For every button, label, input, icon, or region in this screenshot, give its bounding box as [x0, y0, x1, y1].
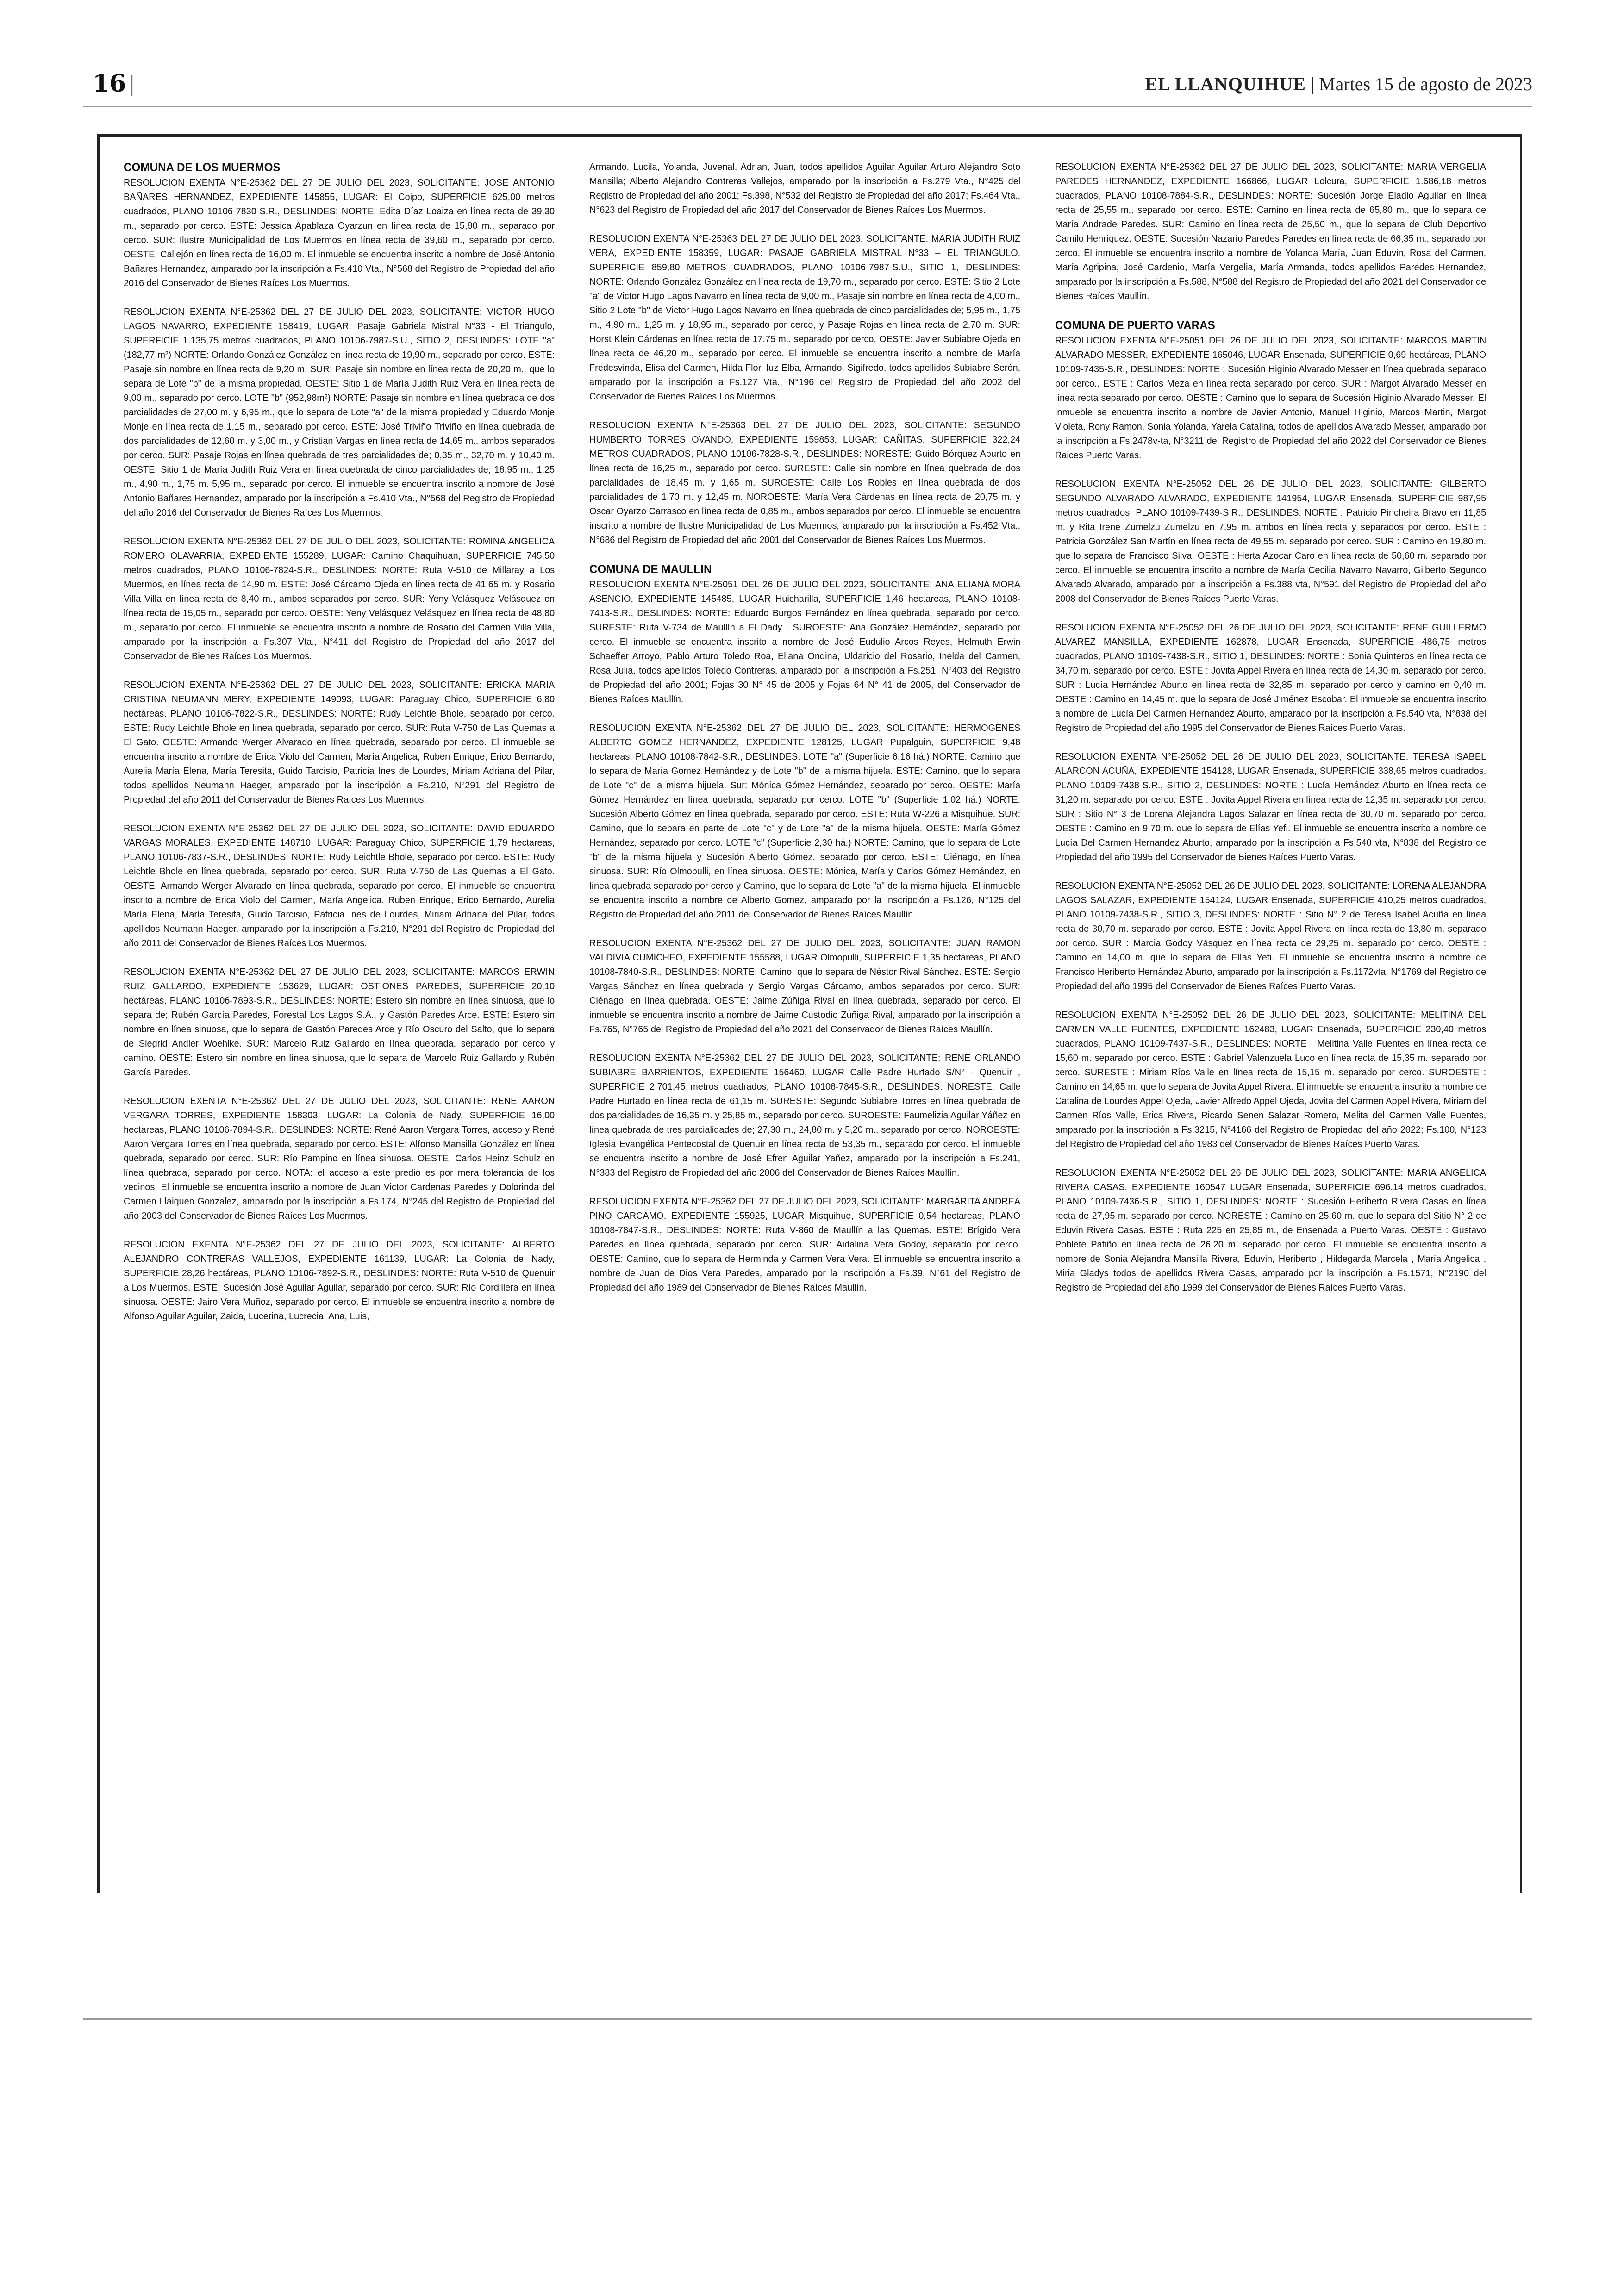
masthead — [1145, 73, 1532, 95]
page-number: 16 — [93, 69, 126, 98]
page-header — [83, 69, 1532, 97]
notice-paragraph: RESOLUCION EXENTA N°E-25362 DEL 27 DE JULIO DEL 2023, SOLICITANTE: VICTOR HUGO LAGOS NAVARRO, EXPEDIENTE 158419, LUGAR: Pasaje Gabriela Mistral N°33 - El Triangulo, SUPERFICIE 1.135,75 metros cuadrados, PLANO 10106-7987-S.U., SITIO 2, DESLINDES: LOTE "a" (182,77 m²) NORTE: Orlando González González en línea recta de 19,90 m., separado por cerco. ESTE: Pasaje sin nombre en línea recta de 9,20 m. SUR: Pasaje sin nombre en línea recta de 20,20 m., que lo separa de Lote "b" de la misma propiedad. OESTE: Sitio 1 de María Judith Ruiz Vera en línea recta de 9,00 m., separado por cerco. LOTE "b" (952,98m²) NORTE: Pasaje sin nombre en línea quebrada de dos parcialidades de 27,00 m. y 6,95 m., que lo separa de Lote "a" de la misma propiedad y Eduardo Monje Monje en línea recta de 1,15 m., separado por cerco. ESTE: José Triviño Triviño en línea quebrada de dos parcialidades de 12,60 m. y 3,00 m., y Cristian Vargas en línea recta de 14,65 m., ambos separados por cerco. SUR: Pasaje Rojas en línea quebrada de tres parcialidades de; 0,35 m., 32,70 m. y 10,40 m. OESTE: Sitio 1 de María Judith Ruiz Vera en línea quebrada de cinco parcialidades de; 18,95 m., 1,25 m., 4,90 m., 1,75 m. 5,95 m., separado por cerco. El inmueble se encuentra inscrito a nombre de José Antonio Bañares Hernandez, amparado por la inscripción a Fs.410 Vta., N°568 del Registro de Propiedad del año 2016 del Conservador de Bienes Raíces Los Muermos. — [124, 306, 555, 518]
section-heading-puerto-varas: COMUNA DE PUERTO VARAS — [1055, 319, 1215, 332]
notice-paragraph: RESOLUCION EXENTA N°E-25362 DEL 27 DE JULIO DEL 2023, SOLICITANTE: MARCOS ERWIN RUIZ GALLARDO, EXPEDIENTE 153629, LUGAR: OSTIONES PAREDES, SUPERFICIE 20,10 hectáreas, PLANO 10106-7893-S.R., DESLINDES: NORTE: Estero sin nombre en línea sinuosa, que lo separa de; Rubén García Paredes, Forestal Los Lagos S.A., y Gastón Paredes Arce. ESTE: Estero sin nombre en línea sinuosa, que lo separa de Gastón Paredes Arce y Río Oscuro del Salto, que lo separa de Siegrid Andler Woehlke. SUR: Marcelo Ruiz Gallardo en línea quebrada, separado por cerco y camino. OESTE: Estero sin nombre en línea sinuosa, que lo separa de Marcelo Ruiz Gallardo y Rubén García Paredes. — [124, 967, 555, 1078]
column-3 — [1055, 160, 1486, 1309]
header-rule — [83, 106, 1532, 107]
notice-paragraph: RESOLUCION EXENTA N°E-25362 DEL 27 DE JULIO DEL 2023, SOLICITANTE: ERICKA MARIA CRISTINA NEUMANN MERY, EXPEDIENTE 149093, LUGAR: Paraguay Chico, SUPERFICIE 6,80 hectáreas, PLANO 10106-7822-S.R., DESLINDES: NORTE: Rudy Leichtle Bhole, separado por cerco. ESTE: Rudy Leichtle Bhole en línea quebrada, separado por cerco. SUR: Ruta V-750 de Las Quemas a El Gato. OESTE: Armando Werger Alvarado en línea quebrada, separado por cerco. El inmueble se encuentra inscrito a nombre de Erica Violo del Carmen, María Angelica, Ruben Enrique, Erico Bernardo, Aurelia María Elena, María Teresita, Guido Tarcisio, Patricia Ines de Lourdes, Miriam Adriana del Pilar, todos apellidos Neumann Haeger, amparado por la inscripción a Fs.210, N°291 del Registro de Propiedad del año 2011 del Conservador de Bienes Raíces Los Muermos. — [124, 680, 555, 805]
notice-paragraph: RESOLUCION EXENTA N°E-25052 DEL 26 DE JULIO DEL 2023, SOLICITANTE: LORENA ALEJANDRA LAGOS SALAZAR, EXPEDIENTE 154124, LUGAR Ensenada, SUPERFICIE 410,25 metros cuadrados, PLANO 10109-7438-S.R., SITIO 3, DESLINDES: NORTE : Sitio N° 2 de Teresa Isabel Acuña en línea recta de 30,70 m. separado por cerco. ESTE : Jovita Appel Rivera en línea recta de 13,80 m. separado por cerco. SUR : Marcia Godoy Vásquez en línea recta de 29,25 m. separado por cerco. OESTE : Camino en 14,00 m. que lo separa de Elías Yefi. El inmueble se encuentra inscrito a nombre de Francisco Heriberto Hernández Aburto, amparado por la inscripción a Fs.1172vta, N°1769 del Registro de Propiedad del año 1995 del Conservador de Bienes Raíces Puerto Varas. — [1055, 880, 1487, 992]
notice-paragraph: RESOLUCION EXENTA N°E-25051 DEL 26 DE JULIO DEL 2023, SOLICITANTE: MARCOS MARTIN ALVARADO MESSER, EXPEDIENTE 165046, LUGAR Ensenada, SUPERFICIE 0,69 hectáreas, PLANO 10109-7435-S.R., DESLINDES: NORTE : Sucesión Higinio Alvarado Messer en línea quebrada separado por cerco.. ESTE : Carlos Meza en línea recta separado por cerco. SUR : Margot Alvarado Messer en línea recta separado por cerco. OESTE : Camino que lo separa de Sucesión Higinio Alvarado Messer. El inmueble se encuentra inscrito a nombre de Javier Antonio, Manuel Higinio, Marcos Martin, Margot Violeta, Rony Ramon, Sonia Yolanda, Yarela Catalina, todos de apellidos Alvarado Messer, amparado por la inscripción a Fs.2478v-ta, N°3211 del Registro de Propiedad del año 2022 del Conservador de Bienes Raices Puerto Varas. — [1055, 335, 1487, 461]
notice-paragraph: RESOLUCION EXENTA N°E-25052 DEL 26 DE JULIO DEL 2023, SOLICITANTE: GILBERTO SEGUNDO ALVARADO ALVARADO, EXPEDIENTE 141954, LUGAR Ensenada, SUPERFICIE 987,95 metros cuadrados, PLANO 10109-7439-S.R., DESLINDES: NORTE : Patricio Pincheira Bravo en 11,85 m. y Rita Irene Zumelzu Zumelzu en 7,95 m. ambos en línea recta y separados por cerco. ESTE : Patricia González San Martín en línea recta de 49,55 m. separado por cerco. SUR : Camino en 19,80 m. que lo separa de Francisco Silva. OESTE : Herta Azocar Caro en línea recta de 50,60 m. separado por cerco. El inmueble se encuentra inscrito a nombre de María Cecilia Navarro Navarro, Gilberto Segundo Alvarado Alvarado, amparado por la inscripción a Fs.388 vta, N°591 del Registro de Propiedad del año 2008 del Conservador de Bienes Raíces Puerto Varas. — [1055, 479, 1487, 604]
notice-paragraph: RESOLUCION EXENTA N°E-25362 DEL 27 DE JULIO DEL 2023, SOLICITANTE: ALBERTO ALEJANDRO CONTRERAS VALLEJOS, EXPEDIENTE 161139, LUGAR: La Colonia de Nady, SUPERFICIE 28,26 hectáreas, PLANO 10106-7892-S.R., DESLINDES: NORTE: Ruta V-510 de Quenuir a Los Muermos. ESTE: Sucesión José Aguilar Aguilar, separado por cerco. SUR: Río Cordillera en línea sinuosa. OESTE: Jairo Vera Muñoz, separado por cerco. El inmueble se encuentra inscrito a nombre de Alfonso Aguilar Aguilar, Zaida, Lucerina, Lucrecia, Ana, Luis, — [124, 1239, 555, 1322]
newspaper-name: EL LLANQUIHUE — [1145, 74, 1306, 94]
notice-paragraph: Armando, Lucila, Yolanda, Juvenal, Adrian, Juan, todos apellidos Aguilar Aguilar Arturo Alejandro Soto Mansilla; Alberto Alejandro Contreras Vallejos, amparado por la inscripción a Fs.279 Vta., N°425 del Registro de Propiedad del año 2001; Fs.398, N°532 del Registro de Propiedad del año 2017; Fs.464 Vta., N°623 del Registro de Propiedad del año 2017 del Conservador de Bienes Raíces Los Muermos. — [589, 162, 1021, 215]
notice-paragraph: RESOLUCION EXENTA N°E-25362 DEL 27 DE JULIO DEL 2023, SOLICITANTE: JOSE ANTONIO BAÑARES HERNANDEZ, EXPEDIENTE 145855, LUGAR: El Coipo, SUPERFICIE 625,00 metros cuadrados, PLANO 10106-7830-S.R., DESLINDES: NORTE: Edita Díaz Loaiza en línea recta de 39,30 m., separado por cerco. ESTE: Jessica Apablaza Oyarzun en línea recta de 15,80 m., separado por cerco. SUR: Ilustre Municipalidad de Los Muermos en línea recta de 39,60 m., separado por cerco. OESTE: Callejón en línea recta de 16,00 m. El inmueble se encuentra inscrito a nombre de José Antonio Bañares Hernandez, amparado por la inscripción a Fs.410 Vta., N°568 del Registro de Propiedad del año 2016 del Conservador de Bienes Raíces Los Muermos. — [124, 177, 555, 288]
notice-paragraph: RESOLUCION EXENTA N°E-25052 DEL 26 DE JULIO DEL 2023, SOLICITANTE: MELITINA DEL CARMEN VALLE FUENTES, EXPEDIENTE 162483, LUGAR Ensenada, SUPERFICIE 230,40 metros cuadrados, PLANO 10109-7437-S.R., DESLINDES: NORTE : Melitina Valle Fuentes en línea recta de 15,60 m. separado por cerco. ESTE : Gabriel Valenzuela Luco en línea recta de 15,35 m. separado por cerco. SURESTE : Miriam Ríos Valle en línea recta de 15,15 m. separado por cerco. SUROESTE : Camino en 14,65 m. que lo separa de Jovita Appel Rivera. El inmueble se encuentra inscrito a nombre de Catalina de Lourdes Appel Ojeda, Javier Alfredo Appel Ojeda, Jovita del Carmen Appel Rivera, Miriam del Carmen Ríos Valle, Erica Rivera, Ricardo Senen Salazar Romero, Melita del Carmen Valle Fuentes, amparado por la inscripción a Fs.3215, N°4166 del Registro de Propiedad del año 2022; Fs.100, N°123 del Registro de Propiedad del año 1983 del Conservador de Bienes Raíces Puerto Varas. — [1055, 1010, 1487, 1149]
issue-date: | Martes 15 de agosto de 2023 — [1310, 74, 1532, 94]
notice-paragraph: RESOLUCION EXENTA N°E-25362 DEL 27 DE JULIO DEL 2023, SOLICITANTE: HERMOGENES ALBERTO GOMEZ HERNANDEZ, EXPEDIENTE 128125, LUGAR Pupalguin, SUPERFICIE 9,48 hectareas, PLANO 10108-7842-S.R., DESLINDES: LOTE "a" (Superficie 6,16 há.) NORTE: Camino que lo separa de María Gómez Hernández y de Lote "b" de la misma hijuela. ESTE: Camino, que lo separa de Lote "c" de la misma hijuela. Sur: Mónica Gómez Hernández, separado por cerco. OESTE: María Gómez Hernández en línea quebrada, separado por cerco. LOTE "b" (Superficie 1,02 há.) NORTE: Sucesión Alberto Gómez en línea quebrada, separado por cerco. ESTE: Ruta W-226 a Misquihue. SUR: Camino, que lo separa en parte de Lote "c" y de Lote "a" de la misma hijuela. OESTE: María Gómez Hernández, separado por cerco. LOTE "c" (Superficie 2,30 há.) NORTE: Camino, que lo separa de Lote "b" de la misma hijuela y Sucesión Alberto Gómez, separado por cerco. ESTE: Ciénago, en línea sinuosa. SUR: Río Olmopulli, en línea sinuosa. OESTE: Mónica, María y Carlos Gómez Hernández, en línea quebrada separado por cerco y Camino, que lo separa de Lote "a" de la misma hijuela. El inmueble se encuentra inscrito a nombre de Alberto Gomez, amparado por la inscripción a Fs.126, N°125 del Registro de Propiedad del año 2011 del Conservador de Bienes Raíces Maullín — [589, 723, 1021, 920]
notice-paragraph: RESOLUCION EXENTA N°E-25362 DEL 27 DE JULIO DEL 2023, SOLICITANTE: ROMINA ANGELICA ROMERO OLAVARRIA, EXPEDIENTE 155289, LUGAR: Camino Chaquihuan, SUPERFICIE 745,50 metros cuadrados, PLANO 10106-7824-S.R., DESLINDES: NORTE: Ruta V-510 de Millaray a Los Muermos, en línea recta de 14,90 m. ESTE: José Cárcamo Ojeda en línea recta de 41,65 m. y Rosario Villa Villa en línea recta de 8,40 m., ambos separados por cerco. SUR: Yeny Velásquez Velásquez en línea recta de 15,05 m., separado por cerco. OESTE: Yeny Velásquez Velásquez en línea recta de 48,80 m., separado por cerco. El inmueble se encuentra inscrito a nombre de Rosario del Carmen Villa Villa, amparado por la inscripción a Fs.307 Vta., N°411 del Registro de Propiedad del año 2017 del Conservador de Bienes Raíces Los Muermos. — [124, 536, 555, 661]
notice-paragraph: RESOLUCION EXENTA N°E-25362 DEL 27 DE JULIO DEL 2023, SOLICITANTE: MARIA VERGELIA PAREDES HERNANDEZ, EXPEDIENTE 166866, LUGAR Lolcura, SUPERFICIE 1.686,18 metros cuadrados, PLANO 10108-7884-S.R., DESLINDES: NORTE: Sucesión Jorge Eladio Aguilar en línea recta de 25,55 m., separado por cerco. ESTE: Camino en línea recta de 65,80 m., que lo separa de María Andrade Paredes. SUR: Camino en línea recta de 25,50 m., que lo separa de Club Deportivo Camilo Henríquez. OESTE: Sucesión Nazario Paredes Paredes en línea recta de 66,35 m., separado por cerco. El inmueble se encuentra inscrito a nombre de Yolanda María, Juan Eduvin, Rosa del Carmen, María Agripina, José Cardenio, María Vergelia, María Armanda, todos apellidos Paredes Hernandez, amparado por la inscripción a Fs.588, N°588 del Registro de Propiedad del año 2021 del Conservador de Bienes Raíces Maullín. — [1055, 162, 1487, 301]
notice-paragraph: RESOLUCION EXENTA N°E-25362 DEL 27 DE JULIO DEL 2023, SOLICITANTE: RENE AARON VERGARA TORRES, EXPEDIENTE 158303, LUGAR: La Colonia de Nady, SUPERFICIE 16,00 hectareas, PLANO 10106-7894-S.R., DESLINDES: NORTE: René Aaron Vergara Torres, acceso y René Aaron Vergara Torres en línea quebrada, separado por cerco. ESTE: Alfonso Mansilla González en línea quebrada, separado por cerco. SUR: Río Pampino en línea sinuosa. OESTE: Carlos Heinz Schulz en línea quebrada, separado por cerco. NOTA: el acceso a este predio es por mera tolerancia de los vecinos. El inmueble se encuentra inscrito a nombre de Juan Victor Cardenas Paredes y Dolorinda del Carmen Llaiquen Gonzalez, amparado por la inscripción a Fs.174, N°245 del Registro de Propiedad del año 2003 del Conservador de Bienes Raíces Los Muermos. — [124, 1096, 555, 1221]
notice-paragraph: RESOLUCION EXENTA N°E-25362 DEL 27 DE JULIO DEL 2023, SOLICITANTE: MARGARITA ANDREA PINO CARCAMO, EXPEDIENTE 155925, LUGAR Misquihue, SUPERFICIE 0,54 hectareas, PLANO 10108-7847-S.R., DESLINDES: NORTE: Ruta V-860 de Maullín a las Quemas. ESTE: Brígido Vera Paredes en línea quebrada, separado por cerco. SUR: Aidalina Vera Godoy, separado por cerco. OESTE: Camino, que lo separa de Herminda y Carmen Vera Vera. El inmueble se encuentra inscrito a nombre de Juan de Dios Vera Paredes, amparado por la inscripción a Fs.39, N°61 del Registro de Propiedad del año 1989 del Conservador de Bienes Raíces Maullín. — [589, 1196, 1021, 1293]
footer-rule — [83, 2018, 1532, 2020]
notice-paragraph: RESOLUCION EXENTA N°E-25363 DEL 27 DE JULIO DEL 2023, SOLICITANTE: MARIA JUDITH RUIZ VERA, EXPEDIENTE 158359, LUGAR: PASAJE GABRIELA MISTRAL N°33 – EL TRIANGULO, SUPERFICIE 859,80 METROS CUADRADOS, PLANO 10106-7987-S.U., SITIO 1, DESLINDES: NORTE: Orlando González González en línea recta de 19,70 m., separado por cerco. ESTE: Sitio 2 Lote "a" de Victor Hugo Lagos Navarro en línea recta de 9,00 m., Pasaje sin nombre en línea recta de 4,00 m., Sitio 2 Lote "b" de Victor Hugo Lagos Navarro en línea quebrada de cinco parcialidades de; 5,95 m., 1,75 m., 4,90 m., 1,25 m. y 18,95 m., separado por cerco, y Pasaje Rojas en línea recta de 2,70 m. SUR: Horst Klein Cárdenas en línea recta de 17,75 m., separado por cerco. OESTE: Javier Subiabre Ojeda en línea recta de 46,20 m., separado por cerco. El inmueble se encuentra inscrito a nombre de María Fredesvinda, Elisa del Carmen, Hilda Flor, Iuz Elba, Armando, Sigifredo, todos apellidos Subiabre Serón, amparado por la inscripción a Fs.127 Vta., N°196 del Registro de Propiedad del año 2002 del Conservador de Bienes Raíces Los Muermos. — [589, 233, 1021, 402]
column-1 — [124, 160, 555, 1338]
notice-paragraph: RESOLUCION EXENTA N°E-25362 DEL 27 DE JULIO DEL 2023, SOLICITANTE: JUAN RAMON VALDIVIA CUMICHEO, EXPEDIENTE 155588, LUGAR Olmopulli, SUPERFICIE 1,35 hectareas, PLANO 10108-7840-S.R., DESLINDES: NORTE: Camino, que lo separa de Néstor Rival Sánchez. ESTE: Sergio Vargas Sánchez en línea quebrada y Sergio Vargas Cárcamo, ambos separados por cerco. SUR: Ciénago, en línea quebrada. OESTE: Jaime Zúñiga Rival en línea quebrada, separado por cerco. El inmueble se encuentra inscrito a nombre de Jaime Custodio Zúñiga Rival, amparado por la inscripción a Fs.765, N°765 del Registro de Propiedad del año 2021 del Conservador de Bienes Raíces Maullín. — [589, 938, 1021, 1035]
page-number-separator: | — [129, 72, 135, 96]
section-heading-los-muermos: COMUNA DE LOS MUERMOS — [124, 161, 281, 174]
section-heading-maullin: COMUNA DE MAULLIN — [589, 563, 712, 576]
legal-notices-box — [97, 134, 1522, 1893]
notice-paragraph: RESOLUCION EXENTA N°E-25052 DEL 26 DE JULIO DEL 2023, SOLICITANTE: RENE GUILLERMO ALVAREZ MANSILLA, EXPEDIENTE 162878, LUGAR Ensenada, SUPERFICIE 486,75 metros cuadrados, PLANO 10109-7438-S.R., SITIO 1, DESLINDES: NORTE : Sonia Quinteros en línea recta de 34,70 m. separado por cerco. ESTE : Jovita Appel Rivera en línea recta de 14,30 m. separado por cerco. SUR : Lucía Hernández Aburto en línea recta de 32,85 m. separado por cerco y camino en 0,40 m. OESTE : Camino en 14,45 m. que lo separa de José Jiménez Escobar. El inmueble se encuentra inscrito a nombre de Lucía Del Carmen Hernandez Aburto, amparado por la inscripción a Fs.540 vta, N°838 del Registro de Propiedad del año 1995 del Conservador de Bienes Raíces Puerto Varas. — [1055, 622, 1487, 733]
notice-paragraph: RESOLUCION EXENTA N°E-25051 DEL 26 DE JULIO DEL 2023, SOLICITANTE: ANA ELIANA MORA ASENCIO, EXPEDIENTE 145485, LUGAR Huicharilla, SUPERFICIE 1,46 hectareas, PLANO 10108-7413-S.R., DESLINDES: NORTE: Eduardo Burgos Fernández en línea quebrada, separado por cerco. SURESTE: Ruta V-734 de Maullín a El Dady . SUROESTE: Ana González Hernández, separado por cerco. El inmueble se encuentra inscrito a nombre de José Eudulio Arcos Reyes, Helmuth Erwin Schaeffer Arroyo, Pablo Arturo Toledo Roa, Eliana Ondina, Uldaricio del Rosario, Inelda del Carmen, Rosa Julia, todos apellidos Toledo Contreras, amparado por la inscripción a Fs.251, N°403 del Registro de Propiedad del año 2001; Fojas 30 N° 45 de 2005 y Fojas 64 N° 41 de 2005, del Conservador de Bienes Raíces Maullín. — [589, 579, 1021, 705]
column-2 — [589, 160, 1020, 1309]
notice-paragraph: RESOLUCION EXENTA N°E-25363 DEL 27 DE JULIO DEL 2023, SOLICITANTE: SEGUNDO HUMBERTO TORRES OVANDO, EXPEDIENTE 159853, LUGAR: CAÑITAS, SUPERFICIE 322,24 METROS CUADRADOS, PLANO 10106-7828-S.R., DESLINDES: NORESTE: Guido Bórquez Aburto en línea recta de 16,25 m., separado por cerco. SURESTE: Calle sin nombre en línea quebrada de dos parcialidades de 18,45 m. y 1,65 m. SUROESTE: Calle Los Robles en línea quebrada de dos parcialidades de 1,70 m. y 12,45 m. NOROESTE: María Vera Cárdenas en línea recta de 20,75 m. y Oscar Oyarzo Carrasco en línea recta de 0,85 m., ambos separados por cerco. El inmueble se encuentra inscrito a nombre de Ilustre Municipalidad de Los Muermos, amparado por la inscripción a Fs.452 Vta., N°686 del Registro de Propiedad del año 2001 del Conservador de Bienes Raíces Los Muermos. — [589, 420, 1021, 545]
notice-paragraph: RESOLUCION EXENTA N°E-25362 DEL 27 DE JULIO DEL 2023, SOLICITANTE: RENE ORLANDO SUBIABRE BARRIENTOS, EXPEDIENTE 156460, LUGAR Calle Padre Hurtado S/N° - Quenuir , SUPERFICIE 2.701,45 metros cuadrados, PLANO 10108-7845-S.R., DESLINDES: NORESTE: Calle Padre Hurtado en línea recta de 61,15 m. SURESTE: Segundo Subiabre Torres en línea quebrada de dos parcialidades de 16,35 m. y 25,85 m., separado por cerco. SUROESTE: Faumelizia Aguilar Yáñez en línea quebrada de tres parcialidades de; 27,30 m., 24,80 m. y 5,20 m., separado por cerco. NOROESTE: Iglesia Evangélica Pentecostal de Quenuir en línea recta de 53,35 m., separado por cerco. El inmueble se encuentra inscrito a nombre de José Efren Aguilar Yañez, amparado por la inscripción a Fs.241, N°383 del Registro de Propiedad del año 2006 del Conservador de Bienes Raíces Maullín. — [589, 1053, 1021, 1178]
notice-paragraph: RESOLUCION EXENTA N°E-25052 DEL 26 DE JULIO DEL 2023, SOLICITANTE: TERESA ISABEL ALARCON ACUÑA, EXPEDIENTE 154128, LUGAR Ensenada, SUPERFICIE 338,65 metros cuadrados, PLANO 10109-7438-S.R., SITIO 2, DESLINDES: NORTE : Lucía Hernández Aburto en línea recta de 31,20 m. separado por cerco. ESTE : Jovita Appel Rivera en línea recta de 12,35 m. separado por cerco. SUR : Sitio N° 3 de Lorena Alejandra Lagos Salazar en línea recta de 30,70 m. separado por cerco. OESTE : Camino en 9,70 m. que lo separa de Elías Yefi. El inmueble se encuentra inscrito a nombre de Lucía Del Carmen Hernandez Aburto, amparado por la inscripción a Fs.540 vta, N°838 del Registro de Propiedad del año 1995 del Conservador de Bienes Raíces Puerto Varas. — [1055, 751, 1487, 862]
notice-paragraph: RESOLUCION EXENTA N°E-25052 DEL 26 DE JULIO DEL 2023, SOLICITANTE: MARIA ANGELICA RIVERA CASAS, EXPEDIENTE 160547 LUGAR Ensenada, SUPERFICIE 696,14 metros cuadrados, PLANO 10109-7436-S.R., SITIO 1, DESLINDES: NORTE : Sucesión Heriberto Rivera Casas en línea recta de 27,95 m. separado por cerco. NORESTE : Camino en 25,60 m. que lo separa del Sitio N° 2 de Eduvin Rivera Casas. ESTE : Ruta 225 en 25,85 m., de Ensenada a Puerto Varas. OESTE : Gustavo Poblete Patiño en línea recta de 26,20 m. separado por cerco. El inmueble se encuentra inscrito a nombre de Sonia Alejandra Mansilla Rivera, Eduvin, Heriberto , Hildegarda Marcela , María Angelica , Miria Gladys todos de apellidos Rivera Casas, amparado por la inscripción a Fs.1571, N°2190 del Registro de Propiedad del año 1999 del Conservador de Bienes Raíces Puerto Varas. — [1055, 1167, 1487, 1293]
notice-paragraph: RESOLUCION EXENTA N°E-25362 DEL 27 DE JULIO DEL 2023, SOLICITANTE: DAVID EDUARDO VARGAS MORALES, EXPEDIENTE 148710, LUGAR: Paraguay Chico, SUPERFICIE 1,79 hectareas, PLANO 10106-7837-S.R., DESLINDES: NORTE: Rudy Leichtle Bhole, separado por cerco. ESTE: Rudy Leichtle Bhole en línea quebrada, separado por cerco. SUR: Ruta V-750 de Las Quemas a El Gato. OESTE: Armando Werger Alvarado en línea quebrada, separado por cerco. El inmueble se encuentra inscrito a nombre de Erica Violo del Carmen, María Angelica, Ruben Enrique, Erico Bernardo, Aurelia María Elena, María Teresita, Guido Tarcisio, Patricia Ines de Lourdes, Miriam Adriana del Pilar, todos apellidos Neumann Haeger, amparado por la inscripción a Fs.210, N°291 del Registro de Propiedad del año 2011 del Conservador de Bienes Raíces Los Muermos. — [124, 823, 555, 948]
